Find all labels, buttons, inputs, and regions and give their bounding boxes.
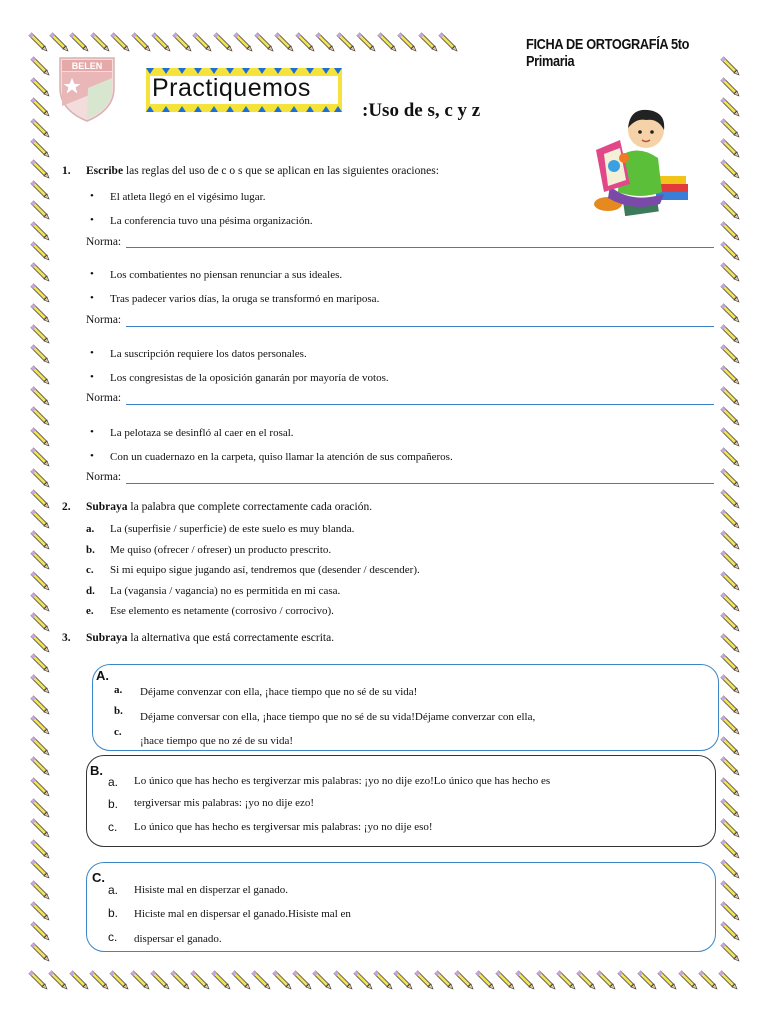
pencil-icon xyxy=(151,32,171,57)
pencil-icon xyxy=(333,970,353,995)
q2-item-letter: b. xyxy=(86,544,95,556)
q3-verb: Subraya xyxy=(86,632,128,644)
pencil-icon xyxy=(312,970,332,995)
box-c-text[interactable]: dispersar el ganado. xyxy=(134,933,222,945)
pencil-icon xyxy=(69,970,89,995)
box-b-letter: c. xyxy=(108,820,118,834)
q1-instruction xyxy=(86,165,439,177)
pencil-icon xyxy=(495,970,515,995)
pencil-icon xyxy=(48,970,68,995)
q2-item-letter: c. xyxy=(86,564,94,576)
pencil-icon xyxy=(131,32,151,57)
q2-number: 2. xyxy=(62,501,71,513)
pencil-icon xyxy=(90,32,110,57)
pencil-icon xyxy=(251,970,271,995)
box-c-text[interactable]: Hiciste mal en dispersar el ganado.Hisiste mal en xyxy=(134,908,351,920)
q1-sentence: Tras padecer varios días, la oruga se transformó en mariposa. xyxy=(110,293,380,305)
pencil-border-bottom xyxy=(28,968,738,994)
box-a-text[interactable]: ¡hace tiempo que no zé de su vida! xyxy=(140,735,294,747)
bullet-icon: • xyxy=(90,292,94,304)
pencil-icon xyxy=(150,970,170,995)
bullet-icon: • xyxy=(90,426,94,438)
q1-sentence: Los combatientes no piensan renunciar a sus ideales. xyxy=(110,269,343,281)
q3-instruction xyxy=(86,632,334,644)
q2-item-text[interactable]: Ese elemento es netamente (corrosivo / corrocivo). xyxy=(110,605,334,617)
q1-verb: Escribe xyxy=(86,165,124,177)
pencil-icon xyxy=(336,32,356,57)
norma-label: Norma: xyxy=(86,471,122,483)
pencil-icon xyxy=(657,970,677,995)
pencil-icon xyxy=(373,970,393,995)
q2-item-text[interactable]: Si mi equipo sigue jugando así, tendremos que (desender / descender). xyxy=(110,564,420,576)
box-a-letter: c. xyxy=(114,726,122,738)
pencil-icon xyxy=(315,32,335,57)
box-c-letter: b. xyxy=(108,906,119,920)
bullet-icon: • xyxy=(90,347,94,359)
pencil-icon xyxy=(213,32,233,57)
pencil-icon xyxy=(434,970,454,995)
pencil-icon xyxy=(231,970,251,995)
pencil-icon xyxy=(49,32,69,57)
svg-text:BELEN: BELEN xyxy=(71,61,103,71)
box-b-letter: b. xyxy=(108,797,119,811)
q1-text: las reglas del uso de c o s que se aplican en las siguientes oraciones: xyxy=(123,165,439,177)
pencil-icon xyxy=(272,970,292,995)
pencil-icon xyxy=(295,32,315,57)
q2-item-letter: e. xyxy=(86,605,94,617)
pencil-icon xyxy=(172,32,192,57)
school-crest-logo xyxy=(58,56,116,122)
box-b-text[interactable]: tergiversar mis palabras: ¡yo no dije ezo! xyxy=(134,797,315,809)
pencil-icon xyxy=(438,32,458,57)
pencil-icon xyxy=(596,970,616,995)
q2-item-text[interactable]: La (vagansia / vagancia) no es permitida en mi casa. xyxy=(110,585,341,597)
norma-label: Norma: xyxy=(86,236,122,248)
pencil-icon xyxy=(637,970,657,995)
q3-text: la alternativa que está correctamente escrita. xyxy=(127,632,335,644)
pencil-icon xyxy=(28,970,48,995)
pencil-icon xyxy=(576,970,596,995)
page-subtitle: :Uso de s, c y z xyxy=(362,100,481,121)
q1-sentence: La suscripción requiere los datos personales. xyxy=(110,348,307,360)
pencil-icon xyxy=(556,970,576,995)
norma-label: Norma: xyxy=(86,392,122,404)
pencil-icon xyxy=(211,970,231,995)
bullet-icon: • xyxy=(90,214,94,226)
norma-answer-line[interactable] xyxy=(126,404,714,405)
norma-label: Norma: xyxy=(86,314,122,326)
box-c-letter: c. xyxy=(108,930,118,944)
pencil-icon xyxy=(454,970,474,995)
pencil-icon xyxy=(69,32,89,57)
norma-answer-line[interactable] xyxy=(126,326,714,327)
kid-reading-illustration xyxy=(580,100,690,222)
pencil-icon xyxy=(414,970,434,995)
pencil-icon xyxy=(475,970,495,995)
bullet-icon: • xyxy=(90,190,94,202)
pencil-icon xyxy=(192,32,212,57)
box-b-label: B. xyxy=(90,763,103,778)
q2-instruction xyxy=(86,501,372,513)
bullet-icon: • xyxy=(90,450,94,462)
pencil-icon xyxy=(30,942,50,967)
pencil-border-right xyxy=(718,56,744,968)
worksheet-title: FICHA DE ORTOGRAFÍA 5to Primaria xyxy=(526,36,690,70)
box-a-text[interactable]: Déjame convenzar con ella, ¡hace tiempo que no sé de su vida! xyxy=(140,686,418,698)
pencil-border-left xyxy=(28,56,54,968)
pencil-icon xyxy=(617,970,637,995)
pencil-icon xyxy=(89,970,109,995)
pencil-icon xyxy=(28,32,48,57)
box-c-letter: a. xyxy=(108,883,119,897)
norma-answer-line[interactable] xyxy=(126,247,714,248)
pencil-icon xyxy=(274,32,294,57)
pencil-icon xyxy=(170,970,190,995)
q1-sentence: La conferencia tuvo una pésima organización. xyxy=(110,215,313,227)
pencil-icon xyxy=(190,970,210,995)
bullet-icon: • xyxy=(90,268,94,280)
box-a-letter: b. xyxy=(114,705,123,717)
bullet-icon: • xyxy=(90,371,94,383)
pencil-icon xyxy=(698,970,718,995)
box-b-text[interactable]: Lo único que has hecho es tergiverzar mis palabras: ¡yo no dije ezo!Lo único que has hecho es xyxy=(134,775,551,787)
pencil-icon xyxy=(254,32,274,57)
q1-sentence: Los congresistas de la oposición ganarán por mayoría de votos. xyxy=(110,372,389,384)
q2-item-letter: a. xyxy=(86,523,95,535)
q2-item-text[interactable]: La (superfisie / superficie) de este suelo es muy blanda. xyxy=(110,523,355,535)
pencil-icon xyxy=(397,32,417,57)
q1-number: 1. xyxy=(62,165,71,177)
q2-item-text[interactable]: Me quiso (ofrecer / ofreser) un producto prescrito. xyxy=(110,544,332,556)
pencil-border-top xyxy=(28,30,460,56)
box-b-letter: a. xyxy=(108,775,119,789)
pencil-icon xyxy=(718,970,738,995)
box-c-text[interactable]: Hisiste mal en disperzar el ganado. xyxy=(134,884,288,896)
pencil-icon xyxy=(292,970,312,995)
box-a-text[interactable]: Déjame conversar con ella, ¡hace tiempo que no sé de su vida!Déjame converzar con ella, xyxy=(140,711,536,723)
pencil-icon xyxy=(678,970,698,995)
norma-answer-line[interactable] xyxy=(126,483,714,484)
pencil-icon xyxy=(109,970,129,995)
q1-sentence: La pelotaza se desinfló al caer en el rosal. xyxy=(110,427,294,439)
q3-number: 3. xyxy=(62,632,71,644)
pencil-icon xyxy=(353,970,373,995)
q1-sentence: Con un cuadernazo en la carpeta, quiso llamar la atención de sus compañeros. xyxy=(110,451,453,463)
pencil-icon xyxy=(233,32,253,57)
pencil-icon xyxy=(418,32,438,57)
box-a-label: A. xyxy=(96,668,109,683)
q2-item-letter: d. xyxy=(86,585,95,597)
box-c-label: C. xyxy=(92,870,105,885)
pencil-icon xyxy=(536,970,556,995)
pencil-icon xyxy=(720,942,740,967)
pencil-icon xyxy=(130,970,150,995)
pencil-icon xyxy=(356,32,376,57)
q1-sentence: El atleta llegó en el vigésimo lugar. xyxy=(110,191,266,203)
banner-title: Practiquemos xyxy=(152,74,311,102)
q2-verb: Subraya xyxy=(86,501,128,513)
pencil-icon xyxy=(110,32,130,57)
box-a-letter: a. xyxy=(114,684,123,696)
q2-text: la palabra que complete correctamente cada oración. xyxy=(127,501,373,513)
pencil-icon xyxy=(515,970,535,995)
pencil-icon xyxy=(377,32,397,57)
box-b-text[interactable]: Lo único que has hecho es tergiversar mis palabras: ¡yo no dije eso! xyxy=(134,821,433,833)
pencil-icon xyxy=(393,970,413,995)
